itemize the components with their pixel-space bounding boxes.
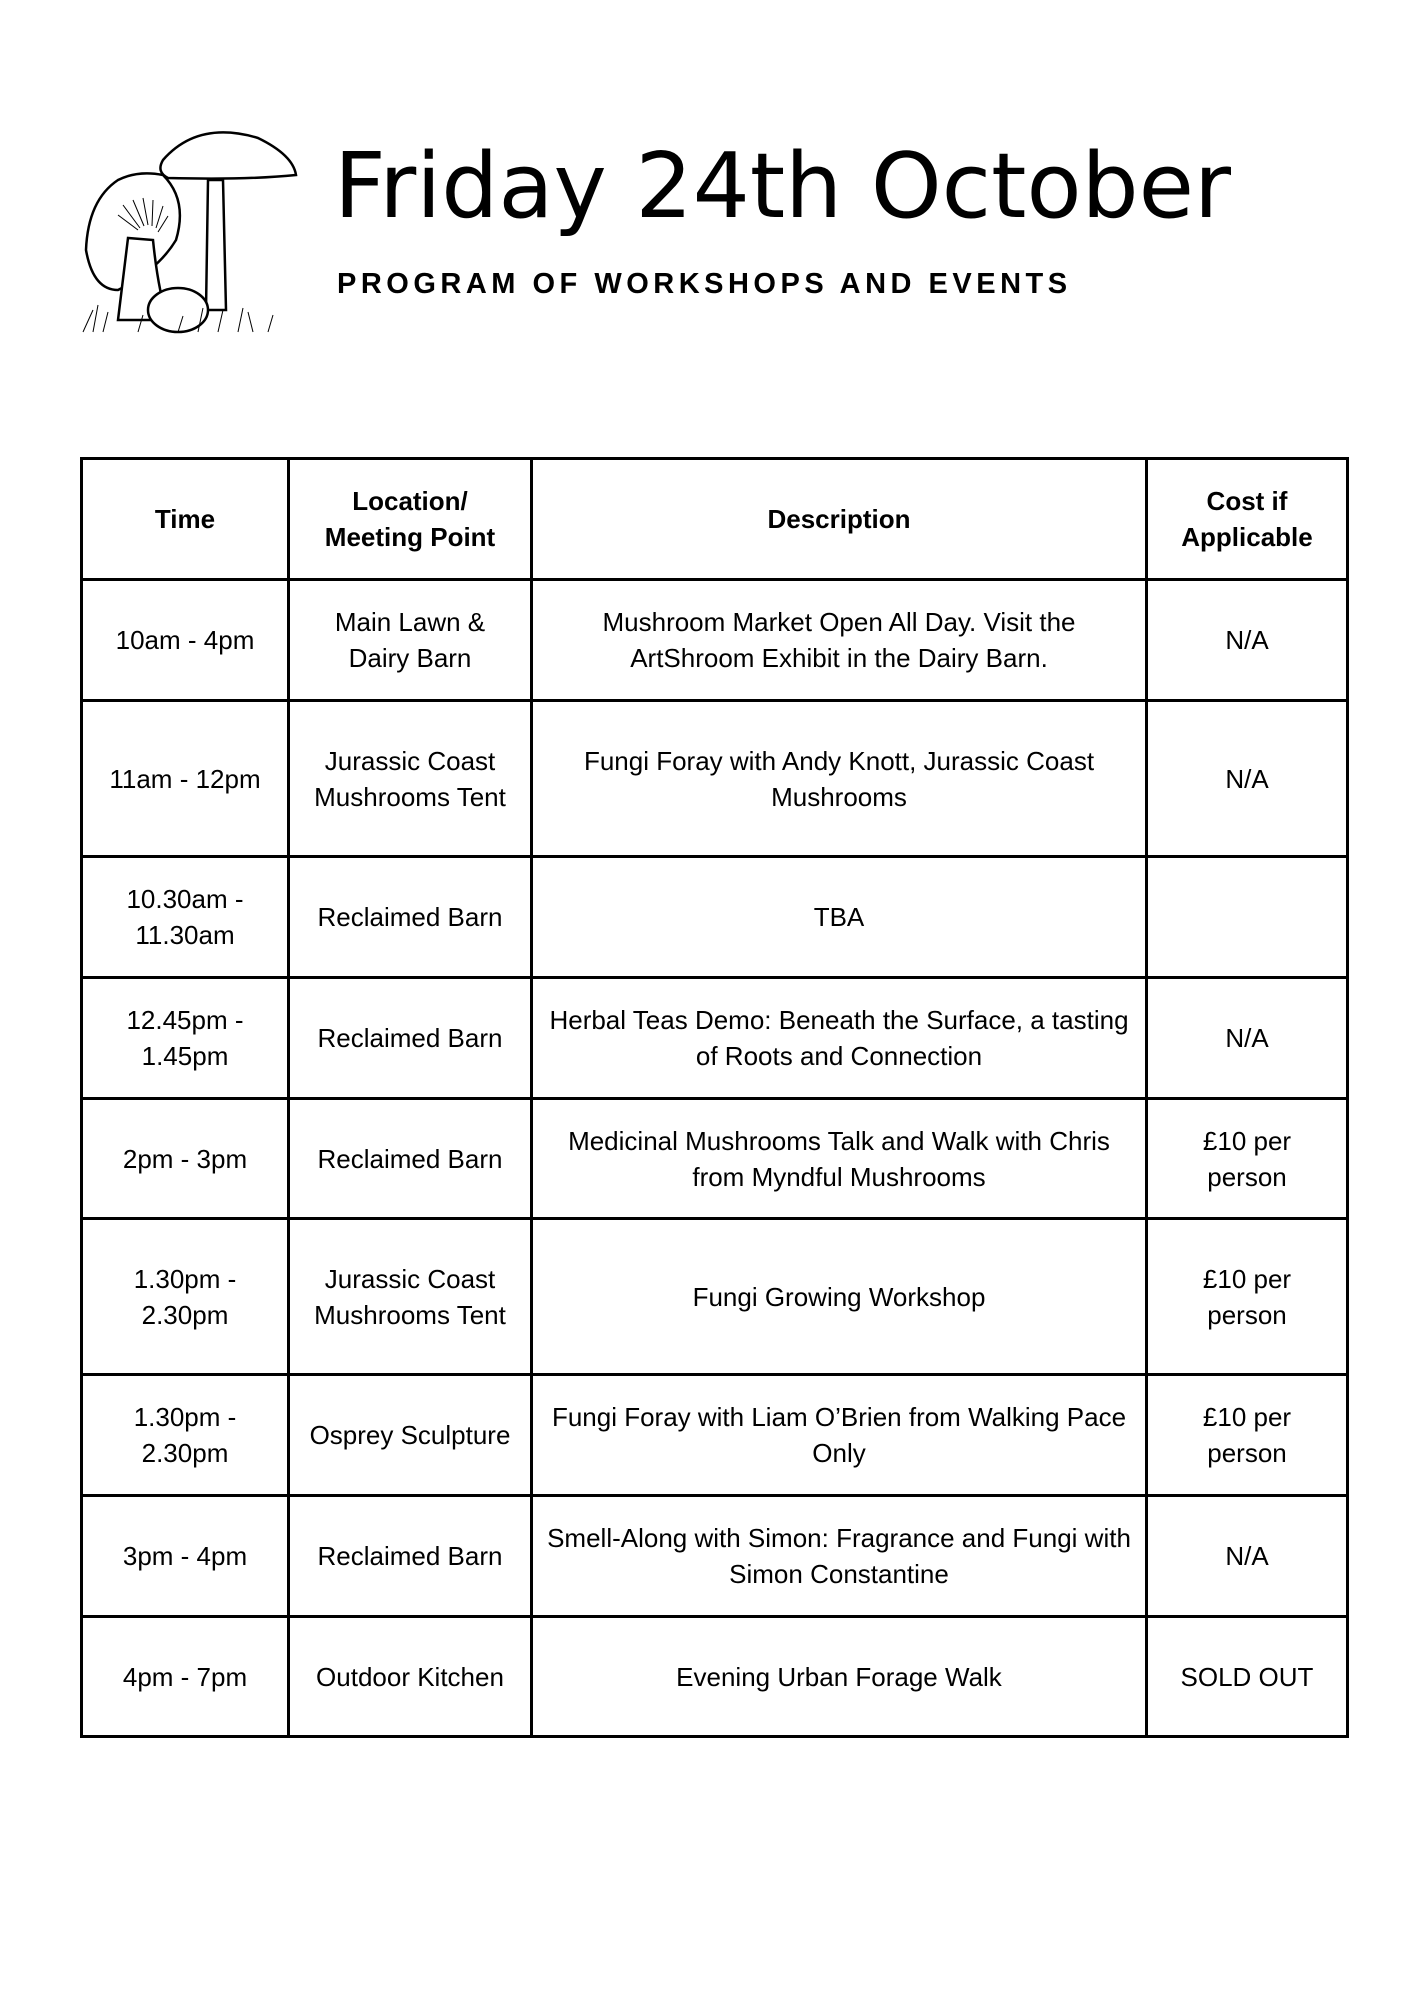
cell-location: Main Lawn & Dairy Barn — [289, 580, 532, 701]
cell-location: Reclaimed Barn — [289, 1099, 532, 1219]
cell-cost: £10 per person — [1147, 1099, 1348, 1219]
table-row — [82, 1219, 1348, 1375]
table-row — [82, 1617, 1348, 1737]
cell-location: Reclaimed Barn — [289, 978, 532, 1099]
cell-location: Jurassic Coast Mushrooms Tent — [289, 1219, 532, 1375]
table-row — [82, 857, 1348, 978]
cell-description: Medicinal Mushrooms Talk and Walk with Chris from Myndful Mushrooms — [532, 1099, 1147, 1219]
cell-description: Herbal Teas Demo: Beneath the Surface, a tasting of Roots and Connection — [532, 978, 1147, 1099]
cell-description: Fungi Growing Workshop — [532, 1219, 1147, 1375]
table-row — [82, 978, 1348, 1099]
table-row — [82, 580, 1348, 701]
cell-description: Mushroom Market Open All Day. Visit the ArtShroom Exhibit in the Dairy Barn. — [532, 580, 1147, 701]
cell-description: TBA — [532, 857, 1147, 978]
cell-time: 11am - 12pm — [82, 701, 289, 857]
table-header-row — [82, 459, 1348, 580]
table-row — [82, 701, 1348, 857]
cell-description: Evening Urban Forage Walk — [532, 1617, 1147, 1737]
cell-description: Fungi Foray with Liam O’Brien from Walking Pace Only — [532, 1375, 1147, 1496]
header-description: Description — [532, 459, 1147, 580]
table-row — [82, 1496, 1348, 1617]
cell-description: Fungi Foray with Andy Knott, Jurassic Coast Mushrooms — [532, 701, 1147, 857]
cell-cost: N/A — [1147, 580, 1348, 701]
cell-location: Outdoor Kitchen — [289, 1617, 532, 1737]
cell-location: Jurassic Coast Mushrooms Tent — [289, 701, 532, 857]
table-row — [82, 1099, 1348, 1219]
header-time: Time — [82, 459, 289, 580]
cell-cost: SOLD OUT — [1147, 1617, 1348, 1737]
cell-time: 3pm - 4pm — [82, 1496, 289, 1617]
header-cost: Cost if Applicable — [1147, 459, 1348, 580]
cell-location: Reclaimed Barn — [289, 1496, 532, 1617]
mushroom-illustration-icon — [78, 120, 303, 335]
cell-time: 2pm - 3pm — [82, 1099, 289, 1219]
page-subtitle: PROGRAM OF WORKSHOPS AND EVENTS — [337, 268, 1072, 300]
cell-cost — [1147, 857, 1348, 978]
table-row — [82, 1375, 1348, 1496]
schedule-table — [80, 457, 1349, 1738]
cell-time: 1.30pm - 2.30pm — [82, 1219, 289, 1375]
cell-location: Osprey Sculpture — [289, 1375, 532, 1496]
header-location: Location/ Meeting Point — [289, 459, 532, 580]
cell-location: Reclaimed Barn — [289, 857, 532, 978]
page-title: Friday 24th October — [334, 134, 1232, 239]
cell-cost: £10 per person — [1147, 1375, 1348, 1496]
cell-time: 1.30pm - 2.30pm — [82, 1375, 289, 1496]
cell-cost: N/A — [1147, 1496, 1348, 1617]
cell-time: 10.30am - 11.30am — [82, 857, 289, 978]
cell-cost: N/A — [1147, 701, 1348, 857]
cell-cost: £10 per person — [1147, 1219, 1348, 1375]
cell-cost: N/A — [1147, 978, 1348, 1099]
cell-description: Smell-Along with Simon: Fragrance and Fungi with Simon Constantine — [532, 1496, 1147, 1617]
cell-time: 4pm - 7pm — [82, 1617, 289, 1737]
cell-time: 12.45pm - 1.45pm — [82, 978, 289, 1099]
cell-time: 10am - 4pm — [82, 580, 289, 701]
